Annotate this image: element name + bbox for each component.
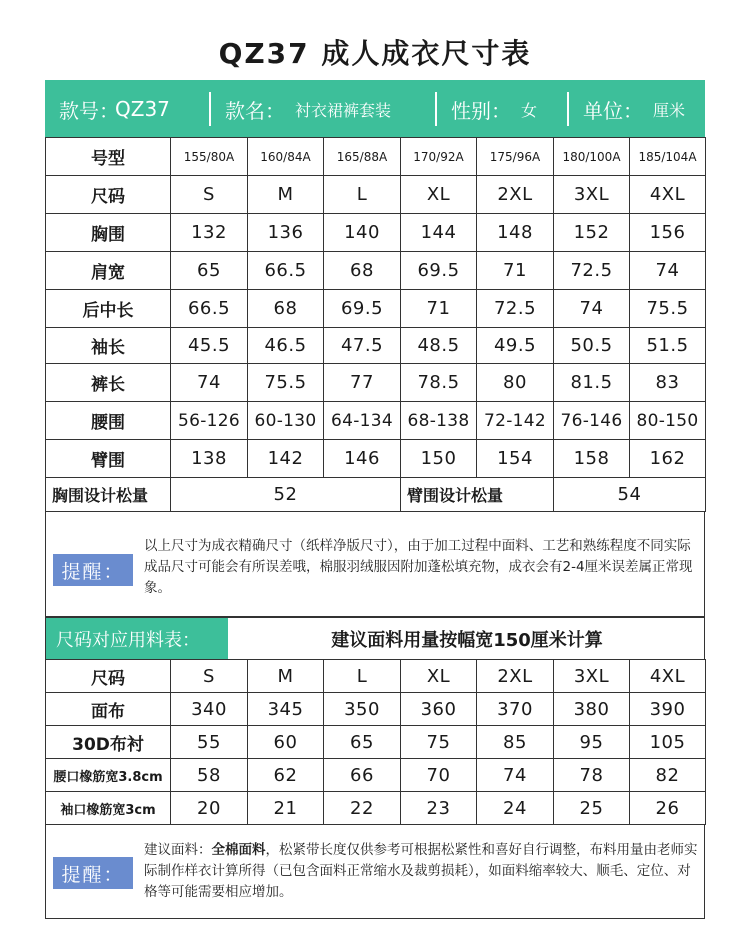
table-cell: 74: [171, 364, 248, 402]
table-cell: 20: [171, 792, 248, 825]
size-table-row: [46, 138, 706, 176]
table-cell: 83: [630, 364, 706, 402]
table-cell: 24: [477, 792, 554, 825]
table-cell: 21: [248, 792, 324, 825]
table-cell: 50.5: [554, 328, 630, 364]
fabric-table-row: [46, 693, 706, 726]
table-cell: 56-126: [171, 402, 248, 440]
size-table-row: [46, 402, 706, 440]
table-cell: 140: [324, 214, 401, 252]
style-name-cell: [211, 80, 435, 138]
reminder-text: 以上尺寸为成衣精确尺寸（纸样净版尺寸），由于加工过程中面料、工艺和熟练程度不同实际成品尺寸可能会有所误差哦，棉服羽绒服因附加蓬松填充物，成衣会有2-4厘米误差属正常现象。: [144, 538, 693, 596]
table-cell: 47.5: [324, 328, 401, 364]
style-name-label: 款名：: [225, 98, 285, 123]
unit-label: 单位：: [583, 98, 643, 123]
table-cell: 80-150: [630, 402, 706, 440]
table-cell: 148: [477, 214, 554, 252]
table-cell: M: [248, 660, 324, 693]
row-label: 面布: [46, 693, 171, 726]
fabric-suggest-rest: ，松紧带长度仅供参考可根据松紧性和喜好自行调整，布料用量由老师实际制作样衣计算所得（已包含面料正常缩水及裁剪损耗），如面料缩率较大、顺毛、定位、对格等可能需要相应增加。: [144, 842, 698, 900]
table-cell: 51.5: [630, 328, 706, 364]
table-cell: 85: [477, 726, 554, 759]
table-cell: 48.5: [401, 328, 477, 364]
table-cell: 64-134: [324, 402, 401, 440]
table-cell: 2XL: [477, 176, 554, 214]
table-cell: 49.5: [477, 328, 554, 364]
table-cell: 350: [324, 693, 401, 726]
table-cell: 180/100A: [554, 138, 630, 176]
table-cell: 45.5: [171, 328, 248, 364]
table-cell: 23: [401, 792, 477, 825]
table-cell: 58: [171, 759, 248, 792]
table-cell: 60: [248, 726, 324, 759]
fabric-width-note: 建议面料用量按幅宽150厘米计算: [331, 629, 603, 651]
size-table-row: [46, 440, 706, 478]
size-table-row: [46, 252, 706, 290]
fabric-table-label: 尺码对应用料表：: [46, 618, 228, 659]
fabric-table-header: [45, 617, 705, 659]
fabric-table: [45, 659, 706, 825]
table-cell: 82: [630, 759, 706, 792]
reminder-box: [45, 824, 705, 919]
table-cell: L: [324, 660, 401, 693]
fabric-suggest-bold: 全棉面料: [211, 842, 266, 858]
table-cell: 160/84A: [248, 138, 324, 176]
table-cell: XL: [401, 660, 477, 693]
size-table-row: [46, 176, 706, 214]
table-cell: 165/88A: [324, 138, 401, 176]
table-cell: L: [324, 176, 401, 214]
size-table-row: [46, 328, 706, 364]
table-cell: 70: [401, 759, 477, 792]
fabric-table-row: [46, 660, 706, 693]
row-label: 腰口橡筋宽3.8cm: [46, 759, 171, 792]
table-cell: 156: [630, 214, 706, 252]
table-cell: 81.5: [554, 364, 630, 402]
table-cell: 105: [630, 726, 706, 759]
chest-slack-label: 胸围设计松量: [46, 478, 171, 512]
table-cell: 69.5: [401, 252, 477, 290]
table-cell: 71: [401, 290, 477, 328]
table-cell: S: [171, 660, 248, 693]
table-cell: 75.5: [630, 290, 706, 328]
table-cell: 65: [324, 726, 401, 759]
table-cell: 155/80A: [171, 138, 248, 176]
slack-row: [46, 478, 706, 512]
table-cell: 74: [630, 252, 706, 290]
table-cell: 380: [554, 693, 630, 726]
table-cell: 360: [401, 693, 477, 726]
reminder-box: [45, 511, 705, 617]
size-table-row: [46, 364, 706, 402]
style-no-cell: [45, 80, 209, 138]
table-cell: 74: [554, 290, 630, 328]
table-cell: 75: [401, 726, 477, 759]
size-table: [45, 137, 706, 512]
style-name-value: 衬衣裙裤套装: [295, 100, 392, 120]
table-cell: 138: [171, 440, 248, 478]
table-cell: 72.5: [554, 252, 630, 290]
table-cell: 4XL: [630, 660, 706, 693]
chest-slack-value: 52: [171, 478, 401, 512]
row-label: 袖口橡筋宽3cm: [46, 792, 171, 825]
fabric-table-row: [46, 792, 706, 825]
table-cell: M: [248, 176, 324, 214]
row-label: 后中长: [46, 290, 171, 328]
table-cell: 80: [477, 364, 554, 402]
row-label: 尺码: [46, 176, 171, 214]
table-cell: 175/96A: [477, 138, 554, 176]
style-no-label: 款号：: [59, 98, 119, 123]
fabric-table-row: [46, 726, 706, 759]
table-cell: 76-146: [554, 402, 630, 440]
row-label: 号型: [46, 138, 171, 176]
table-cell: 170/92A: [401, 138, 477, 176]
table-cell: 144: [401, 214, 477, 252]
reminder-text: [144, 840, 698, 903]
table-cell: 68-138: [401, 402, 477, 440]
table-cell: 66.5: [248, 252, 324, 290]
table-cell: 146: [324, 440, 401, 478]
table-cell: S: [171, 176, 248, 214]
table-cell: 152: [554, 214, 630, 252]
table-cell: 75.5: [248, 364, 324, 402]
table-cell: 65: [171, 252, 248, 290]
gender-label: 性别：: [451, 98, 511, 123]
table-cell: 3XL: [554, 176, 630, 214]
table-cell: 3XL: [554, 660, 630, 693]
table-cell: 62: [248, 759, 324, 792]
table-cell: 158: [554, 440, 630, 478]
arm-slack-value: 54: [554, 478, 706, 512]
row-label: 裤长: [46, 364, 171, 402]
table-cell: 77: [324, 364, 401, 402]
row-label: 尺码: [46, 660, 171, 693]
table-cell: 142: [248, 440, 324, 478]
fabric-table-row: [46, 759, 706, 792]
row-label: 肩宽: [46, 252, 171, 290]
table-cell: 78: [554, 759, 630, 792]
table-cell: 74: [477, 759, 554, 792]
gender-cell: [437, 80, 567, 138]
spec-header-bar: [45, 80, 705, 138]
table-cell: 22: [324, 792, 401, 825]
table-cell: 95: [554, 726, 630, 759]
table-cell: 2XL: [477, 660, 554, 693]
reminder-tag: 提醒：: [53, 857, 133, 889]
unit-value: 厘米: [653, 100, 686, 120]
table-cell: 68: [324, 252, 401, 290]
table-cell: 136: [248, 214, 324, 252]
page-title: QZ37 成人成衣尺寸表: [218, 37, 532, 70]
table-cell: 132: [171, 214, 248, 252]
table-cell: 390: [630, 693, 706, 726]
table-cell: 345: [248, 693, 324, 726]
table-cell: 72.5: [477, 290, 554, 328]
table-cell: 60-130: [248, 402, 324, 440]
row-label: 袖长: [46, 328, 171, 364]
table-cell: 154: [477, 440, 554, 478]
gender-value: 女: [521, 100, 538, 120]
table-cell: 69.5: [324, 290, 401, 328]
style-no-value: QZ37: [115, 97, 170, 121]
table-cell: 4XL: [630, 176, 706, 214]
row-label: 30D布衬: [46, 726, 171, 759]
table-cell: 68: [248, 290, 324, 328]
size-table-row: [46, 214, 706, 252]
table-cell: 55: [171, 726, 248, 759]
table-cell: 185/104A: [630, 138, 706, 176]
row-label: 胸围: [46, 214, 171, 252]
unit-cell: [569, 80, 703, 138]
table-cell: 25: [554, 792, 630, 825]
table-cell: 150: [401, 440, 477, 478]
table-cell: 66.5: [171, 290, 248, 328]
table-cell: 46.5: [248, 328, 324, 364]
fabric-suggest-prefix: 建议面料：: [144, 842, 212, 858]
arm-slack-label: 臂围设计松量: [401, 478, 554, 512]
table-cell: 340: [171, 693, 248, 726]
row-label: 臂围: [46, 440, 171, 478]
table-cell: 71: [477, 252, 554, 290]
table-cell: 72-142: [477, 402, 554, 440]
reminder-tag: 提醒：: [53, 554, 133, 586]
table-cell: XL: [401, 176, 477, 214]
size-table-row: [46, 290, 706, 328]
table-cell: 78.5: [401, 364, 477, 402]
table-cell: 26: [630, 792, 706, 825]
table-cell: 66: [324, 759, 401, 792]
table-cell: 370: [477, 693, 554, 726]
row-label: 腰围: [46, 402, 171, 440]
table-cell: 162: [630, 440, 706, 478]
